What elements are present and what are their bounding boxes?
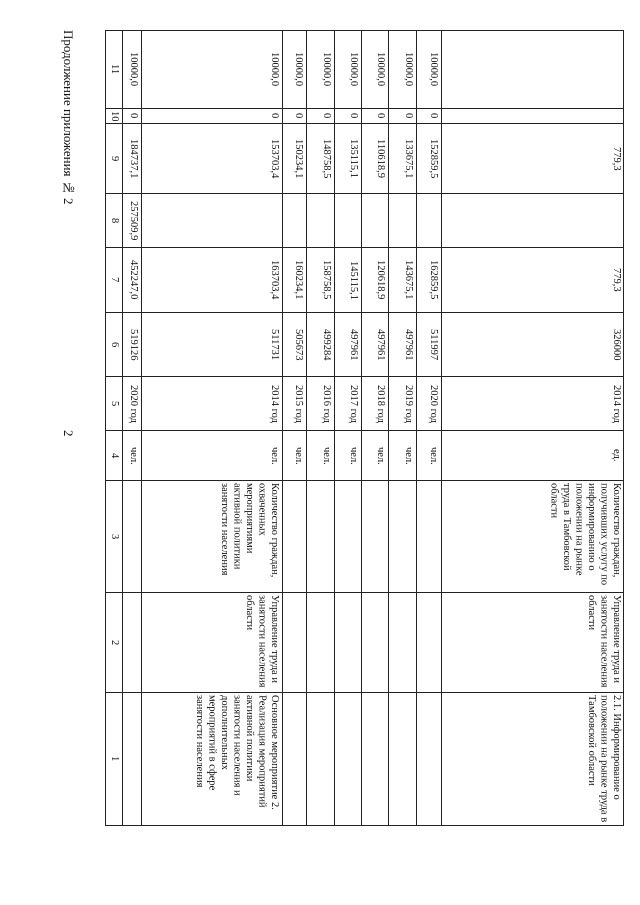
table-cell-r0-c4: чел. bbox=[128, 446, 139, 465]
page-number-visible: 2 bbox=[61, 430, 76, 437]
table-cell-r5-c10: 0 bbox=[375, 113, 386, 119]
table-cell-r2-c4: чел. bbox=[293, 446, 304, 465]
table-cell-r0-c9: 184737,1 bbox=[128, 138, 139, 179]
table-cell-r6-c4: чел. bbox=[403, 446, 414, 465]
table-cell-r0-c6: 519126 bbox=[128, 328, 139, 361]
table-cell-r8-c5: 2014 год bbox=[611, 384, 622, 423]
table-cell-r6-c11: 10000,0 bbox=[403, 52, 414, 87]
table-cell-r4-c6: 497961 bbox=[348, 328, 359, 361]
table-cell-r4-c7: 145115,1 bbox=[348, 260, 359, 300]
table-cell-r4-c10: 0 bbox=[348, 113, 359, 119]
table-cell-r1-c3: Количество граждан, охваченных мероприятиями активной политики занятости населения bbox=[219, 483, 280, 578]
table-cell-r8-c4: ед. bbox=[611, 449, 622, 462]
column-number-6: 6 bbox=[109, 341, 120, 348]
column-number-3: 3 bbox=[109, 533, 120, 540]
table-cell-r7-c10: 0 bbox=[428, 113, 439, 119]
table-cell-r2-c11: 10000,0 bbox=[293, 52, 304, 87]
table-cell-r0-c5: 2020 год bbox=[128, 384, 139, 423]
table-cell-r3-c7: 158758,5 bbox=[321, 260, 332, 300]
table-cell-r2-c6: 505673 bbox=[293, 328, 304, 361]
table-cell-r0-c10: 0 bbox=[128, 113, 139, 119]
column-number-9: 9 bbox=[109, 155, 120, 162]
column-number-1: 1 bbox=[109, 756, 120, 762]
table-cell-r6-c6: 497961 bbox=[403, 328, 414, 361]
table-cell-r2-c5: 2015 год bbox=[293, 384, 304, 423]
table-cell-r8-c9: 779,3 bbox=[611, 146, 622, 171]
column-number-11: 11 bbox=[109, 64, 120, 75]
table-cell-r0-c7: 452247,0 bbox=[128, 260, 139, 300]
table-cell-r8-c2: Управление труда и занятости населения области bbox=[586, 595, 622, 688]
table-cell-r7-c7: 162859,5 bbox=[428, 260, 439, 300]
table-cell-r1-c9: 153703,4 bbox=[269, 138, 280, 179]
table-cell-r1-c6: 511731 bbox=[269, 328, 280, 361]
table-cell-r7-c6: 511997 bbox=[428, 328, 439, 361]
table-cell-r5-c4: чел. bbox=[375, 446, 386, 465]
table-cell-r8-c1: 2.1. Информирование о положении на рынке труда в Тамбовской области bbox=[586, 695, 622, 823]
table-cell-r5-c7: 120618,9 bbox=[375, 260, 386, 300]
table-cell-r8-c3: Количество граждан, получивших услугу по информированию о положении на рынке труда в Тамбовской области bbox=[548, 483, 622, 586]
table-cell-r1-c5: 2014 год bbox=[269, 384, 280, 423]
table-cell-r4-c9: 135115,1 bbox=[348, 139, 359, 178]
table-cell-r2-c7: 160234,1 bbox=[293, 260, 304, 300]
column-number-4: 4 bbox=[109, 452, 120, 459]
table-cell-r4-c4: чел. bbox=[348, 446, 359, 465]
table-cell-r5-c9: 110618,9 bbox=[375, 139, 386, 178]
table-cell-r2-c10: 0 bbox=[293, 113, 304, 119]
table-cell-r3-c10: 0 bbox=[321, 113, 332, 119]
table-cell-r1-c2: Управление труда и занятости населения области bbox=[244, 595, 280, 688]
table-cell-r7-c9: 152859,5 bbox=[428, 138, 439, 179]
table-cell-r5-c11: 10000,0 bbox=[375, 52, 386, 87]
table-cell-r6-c10: 0 bbox=[403, 113, 414, 119]
table-cell-r0-c11: 10000,0 bbox=[128, 52, 139, 87]
table-cell-r7-c5: 2020 год bbox=[428, 384, 439, 423]
table-cell-r3-c6: 499284 bbox=[321, 328, 332, 361]
table-cell-r3-c9: 148758,5 bbox=[321, 138, 332, 179]
table-cell-r2-c9: 150234,1 bbox=[293, 138, 304, 179]
table-cell-r6-c7: 143675,1 bbox=[403, 260, 414, 300]
table-cell-r0-c8: 257509,9 bbox=[128, 200, 139, 241]
table-cell-r4-c11: 10000,0 bbox=[348, 52, 359, 87]
table-cell-r3-c5: 2016 год bbox=[321, 384, 332, 423]
table-cell-r1-c10: 0 bbox=[269, 113, 280, 119]
table-cell-r7-c4: чел. bbox=[428, 446, 439, 465]
appendix-note-visible: Продолжение приложения № 2 bbox=[61, 30, 76, 205]
table-cell-r5-c6: 497961 bbox=[375, 328, 386, 361]
table-cell-r1-c1: Основное мероприятие 2. Реализация мероприятий активной политики занятости населения и дополнительных мероприятий в сфере занятости населения bbox=[194, 695, 280, 810]
column-number-8: 8 bbox=[109, 217, 120, 224]
table-cell-r4-c5: 2017 год bbox=[348, 384, 359, 423]
table-cell-r7-c11: 10000,0 bbox=[428, 52, 439, 87]
column-number-10: 10 bbox=[109, 111, 120, 121]
table-cell-r6-c9: 133675,1 bbox=[403, 138, 414, 179]
table-cell-r1-c4: чел. bbox=[269, 446, 280, 465]
table-cell-r6-c5: 2019 год bbox=[403, 384, 414, 423]
table-cell-r3-c11: 10000,0 bbox=[321, 52, 332, 87]
table-cell-r8-c7: 779,3 bbox=[611, 268, 622, 292]
table-cell-r5-c5: 2018 год bbox=[375, 384, 386, 423]
table-cell-r1-c11: 10000,0 bbox=[269, 52, 280, 87]
column-number-2: 2 bbox=[109, 639, 120, 646]
column-number-5: 5 bbox=[109, 400, 120, 407]
table-cell-r1-c7: 163703,4 bbox=[269, 260, 280, 300]
table-cell-r8-c6: 326000 bbox=[611, 328, 622, 361]
column-number-7: 7 bbox=[109, 277, 120, 283]
table-cell-r3-c4: чел. bbox=[321, 446, 332, 465]
